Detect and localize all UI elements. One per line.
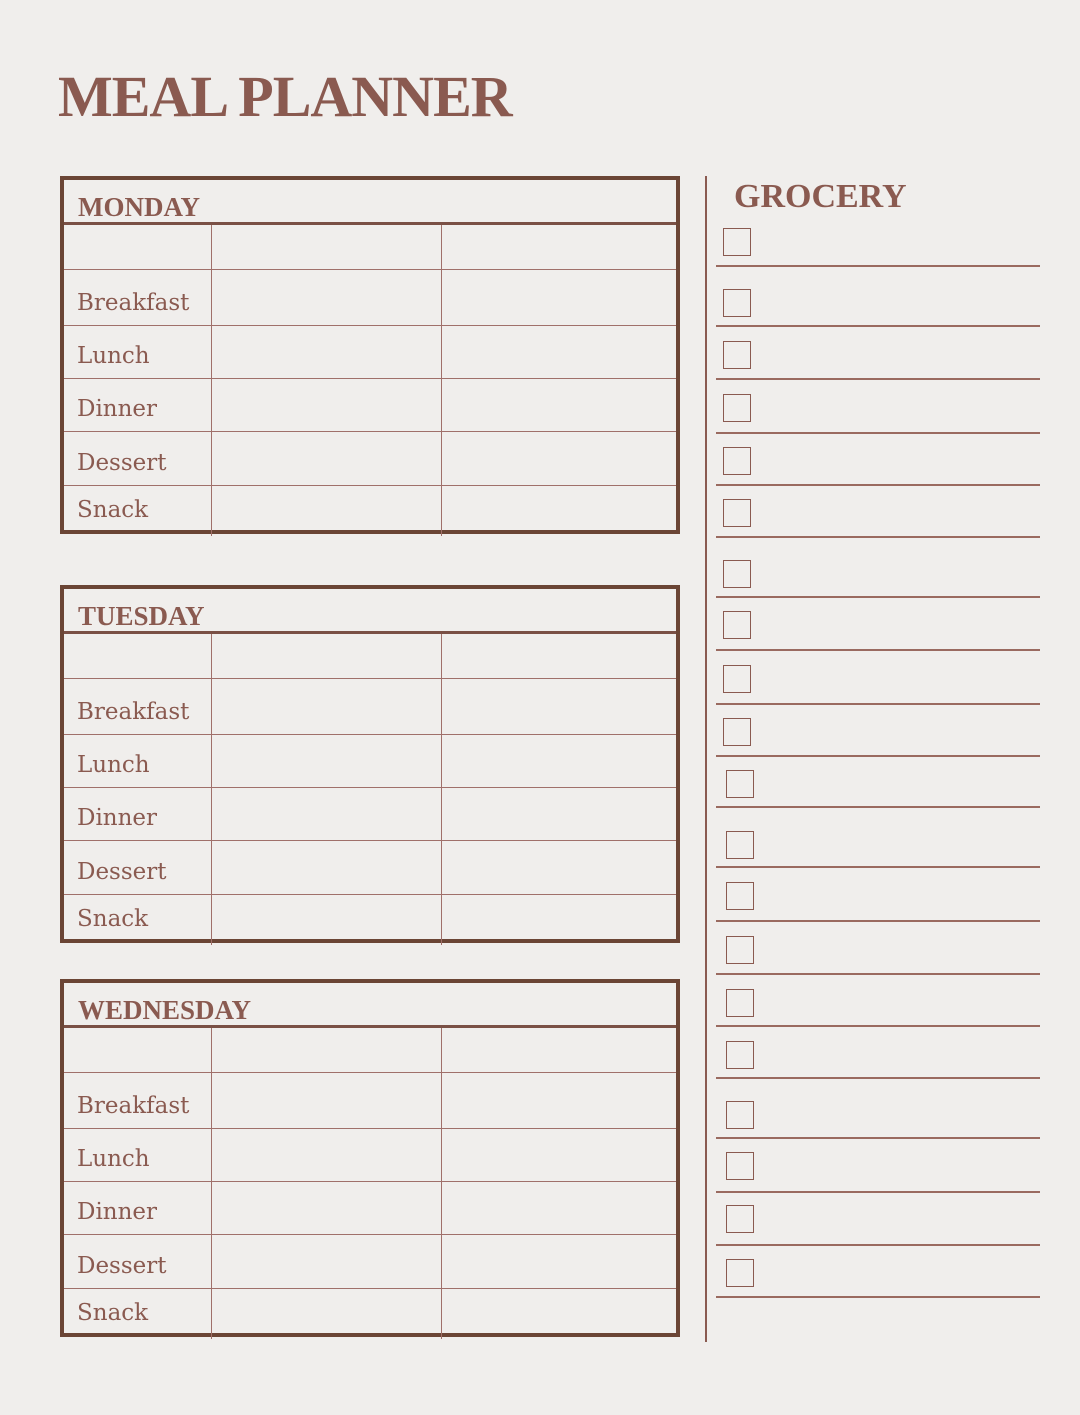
table-header-row <box>64 1028 676 1073</box>
grocery-write-line[interactable] <box>716 1077 1040 1079</box>
grocery-checkbox[interactable] <box>726 989 754 1017</box>
meal-label: Dinner <box>77 805 158 831</box>
grocery-write-line[interactable] <box>716 755 1040 757</box>
meal-row <box>64 270 676 326</box>
meal-label: Breakfast <box>77 699 190 725</box>
meal-label: Dessert <box>77 1253 167 1279</box>
grocery-write-line[interactable] <box>716 1137 1040 1139</box>
meal-label: Dinner <box>77 396 158 422</box>
grocery-checkbox[interactable] <box>723 665 751 693</box>
grocery-write-line[interactable] <box>716 1025 1040 1027</box>
column-divider <box>441 634 442 945</box>
grocery-write-line[interactable] <box>716 536 1040 538</box>
grocery-write-line[interactable] <box>716 1244 1040 1246</box>
meal-label: Snack <box>77 497 149 523</box>
column-divider <box>211 1028 212 1339</box>
grocery-write-line[interactable] <box>716 325 1040 327</box>
grocery-write-line[interactable] <box>716 1191 1040 1193</box>
day-table-tuesday <box>60 585 680 943</box>
meal-row <box>64 432 676 486</box>
meal-row <box>64 486 676 532</box>
grocery-checkbox[interactable] <box>723 447 751 475</box>
meal-row <box>64 788 676 841</box>
grocery-write-line[interactable] <box>716 265 1040 267</box>
grocery-divider <box>705 176 707 1342</box>
meal-row <box>64 895 676 941</box>
grocery-checkbox[interactable] <box>723 718 751 746</box>
meal-label: Snack <box>77 1300 149 1326</box>
meal-row <box>64 379 676 432</box>
grocery-checkbox[interactable] <box>726 1152 754 1180</box>
meal-row <box>64 1182 676 1235</box>
grocery-checkbox[interactable] <box>723 228 751 256</box>
meal-row <box>64 841 676 895</box>
grocery-checkbox[interactable] <box>723 341 751 369</box>
meal-label: Snack <box>77 906 149 932</box>
column-divider <box>211 225 212 536</box>
grocery-write-line[interactable] <box>716 484 1040 486</box>
meal-row <box>64 326 676 379</box>
grocery-checkbox[interactable] <box>723 394 751 422</box>
day-name: TUESDAY <box>78 601 205 631</box>
grocery-title: GROCERY <box>734 178 907 215</box>
meal-row <box>64 1289 676 1335</box>
meal-label: Dinner <box>77 1199 158 1225</box>
grocery-checkbox[interactable] <box>726 1205 754 1233</box>
grocery-checkbox[interactable] <box>723 611 751 639</box>
day-table-wednesday <box>60 979 680 1337</box>
grocery-write-line[interactable] <box>716 973 1040 975</box>
grocery-checkbox[interactable] <box>723 289 751 317</box>
grocery-write-line[interactable] <box>716 596 1040 598</box>
grocery-checkbox[interactable] <box>726 770 754 798</box>
meal-label: Dessert <box>77 450 167 476</box>
meal-label: Dessert <box>77 859 167 885</box>
meal-label: Breakfast <box>77 290 190 316</box>
meal-label: Lunch <box>77 343 150 369</box>
day-header <box>64 180 676 225</box>
day-name: WEDNESDAY <box>78 995 252 1025</box>
grocery-checkbox[interactable] <box>726 1259 754 1287</box>
grocery-checkbox[interactable] <box>723 499 751 527</box>
grocery-checkbox[interactable] <box>723 560 751 588</box>
grocery-checkbox[interactable] <box>726 1101 754 1129</box>
meal-row <box>64 1235 676 1289</box>
grocery-write-line[interactable] <box>716 378 1040 380</box>
table-header-row <box>64 225 676 270</box>
grocery-write-line[interactable] <box>716 1296 1040 1298</box>
column-divider <box>441 1028 442 1339</box>
column-divider <box>211 634 212 945</box>
table-header-row <box>64 634 676 679</box>
meal-label: Lunch <box>77 1146 150 1172</box>
grocery-write-line[interactable] <box>716 806 1040 808</box>
meal-label: Lunch <box>77 752 150 778</box>
meal-label: Breakfast <box>77 1093 190 1119</box>
day-header <box>64 589 676 634</box>
day-name: MONDAY <box>78 192 201 222</box>
grocery-checkbox[interactable] <box>726 831 754 859</box>
meal-row <box>64 679 676 735</box>
grocery-write-line[interactable] <box>716 432 1040 434</box>
grocery-write-line[interactable] <box>716 866 1040 868</box>
meal-row <box>64 735 676 788</box>
grocery-checkbox[interactable] <box>726 936 754 964</box>
meal-row <box>64 1129 676 1182</box>
column-divider <box>441 225 442 536</box>
meal-row <box>64 1073 676 1129</box>
page-title: MEAL PLANNER <box>58 64 512 129</box>
grocery-write-line[interactable] <box>716 920 1040 922</box>
day-header <box>64 983 676 1028</box>
grocery-checkbox[interactable] <box>726 882 754 910</box>
day-table-monday <box>60 176 680 534</box>
grocery-write-line[interactable] <box>716 649 1040 651</box>
grocery-write-line[interactable] <box>716 703 1040 705</box>
grocery-checkbox[interactable] <box>726 1041 754 1069</box>
